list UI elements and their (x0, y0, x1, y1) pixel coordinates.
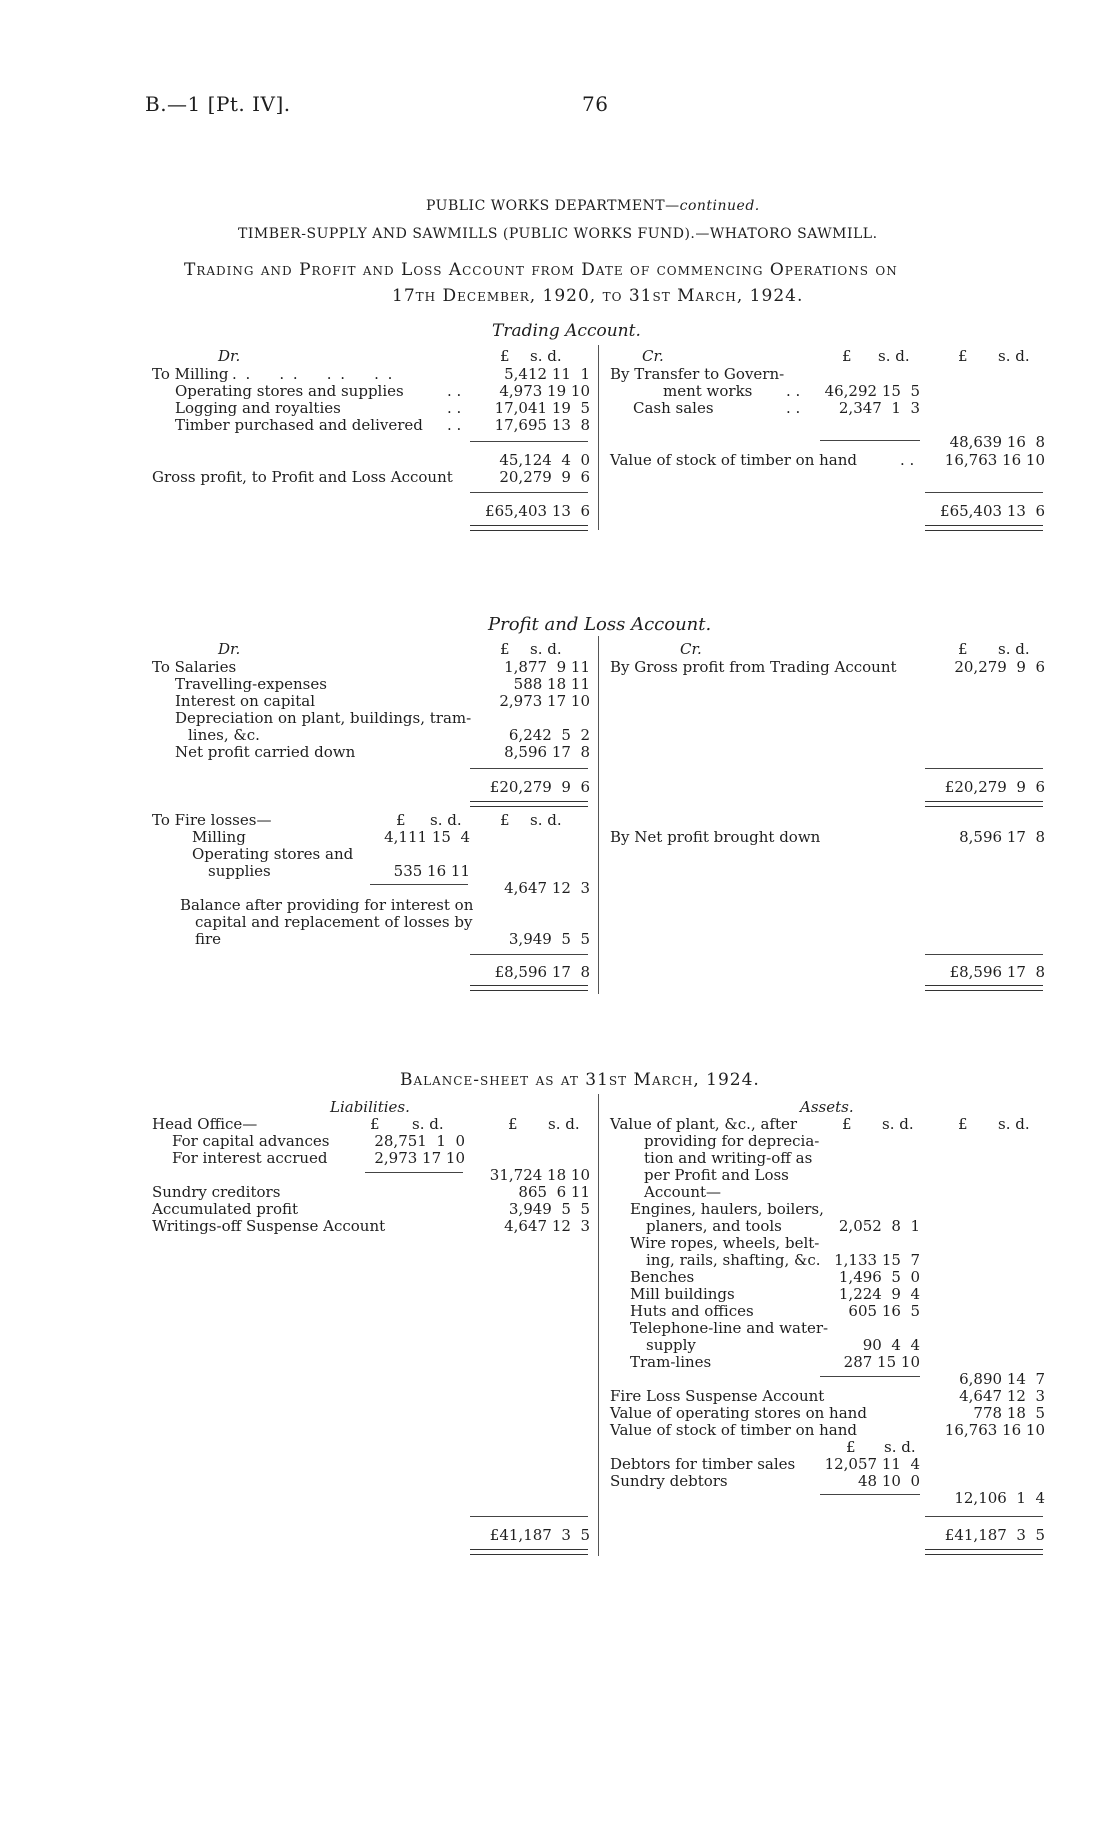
pl-row-value: 1,877 9 11 (504, 658, 590, 676)
debtors-sd-header: s. d. (884, 1438, 916, 1456)
pl-sd-header: s. d. (530, 640, 562, 658)
pl-row-label: Net profit carried down (175, 743, 356, 761)
pl-row-label: lines, &c. (188, 726, 260, 744)
pl-row-label: Travelling-expenses (175, 675, 327, 693)
plant-item-value: 90 4 4 (862, 1336, 920, 1354)
plant-item-label: Huts and offices (630, 1302, 754, 1320)
trading-cr-pound-header-2: £ (958, 347, 968, 365)
double-rule (470, 801, 588, 807)
plant-item-label: Telephone-line and water- (630, 1319, 829, 1337)
trading-cr-subtotal: 48,639 16 8 (949, 433, 1045, 451)
assets-sd-header-2: s. d. (998, 1115, 1030, 1133)
pl-row-label: Interest on capital (175, 692, 316, 710)
pl-row-label: Depreciation on plant, buildings, tram- (175, 709, 472, 727)
rule (925, 1516, 1043, 1517)
pl-total2-right: £8,596 17 8 (949, 963, 1045, 981)
interest-accrued-value: 2,973 17 10 (374, 1149, 465, 1167)
plant-value-label-cont: Account— (644, 1183, 722, 1201)
page-number: 76 (582, 92, 609, 116)
fire-sd-header-2: s. d. (530, 811, 562, 829)
by-gross-profit-value: 20,279 9 6 (954, 658, 1045, 676)
pl-row-value: 2,973 17 10 (499, 692, 590, 710)
trading-cr-label: Cr. (642, 347, 664, 365)
asset-row-label: Fire Loss Suspense Account (610, 1387, 825, 1405)
plant-item-label: Benches (630, 1268, 695, 1286)
capital-advances-label: For capital advances (172, 1132, 330, 1150)
leader-dots: . . (786, 382, 801, 400)
fire-operating-value: 535 16 11 (393, 862, 470, 880)
plant-item-label: Tram-lines (630, 1353, 712, 1371)
gross-profit-label: Gross profit, to Profit and Loss Account (152, 468, 453, 486)
leader-dots: . . (447, 416, 462, 434)
pl-total-left: £20,279 9 6 (489, 778, 590, 796)
plant-value-label-cont: providing for deprecia- (644, 1132, 820, 1150)
asset-row-label: Value of stock of timber on hand (610, 1421, 858, 1439)
balance-label-cont-2: fire (195, 930, 222, 948)
assets-total: £41,187 3 5 (944, 1526, 1045, 1544)
plant-value-label-cont: tion and writing-off as (644, 1149, 813, 1167)
department-title: PUBLIC WORKS DEPARTMENT—continued. (426, 198, 760, 214)
plant-item-value: 1,224 9 4 (838, 1285, 920, 1303)
liability-row-label: Writings-off Suspense Account (152, 1217, 386, 1235)
liability-row-value: 3,949 5 5 (508, 1200, 590, 1218)
plant-item-value: 605 16 5 (848, 1302, 920, 1320)
leader-dots: . . (786, 399, 801, 417)
sawmill-title: TIMBER-SUPPLY AND SAWMILLS (PUBLIC WORKS FUND).—WHATORO SAWMILL. (238, 226, 878, 242)
double-rule (470, 525, 588, 531)
plant-item-label: ing, rails, shafting, &c. (646, 1251, 821, 1269)
debtors-total-value: 12,106 1 4 (954, 1489, 1045, 1507)
debtors-timber-value: 12,057 11 4 (824, 1455, 920, 1473)
pl-total-right: £20,279 9 6 (944, 778, 1045, 796)
trading-row-label: Logging and royalties (175, 399, 341, 417)
asset-row-value: 16,763 16 10 (944, 1421, 1045, 1439)
rule (820, 1494, 920, 1495)
pl-pound-header: £ (500, 640, 510, 658)
by-net-profit-value: 8,596 17 8 (959, 828, 1045, 846)
sundry-debtors-value: 48 10 0 (857, 1472, 920, 1490)
double-rule (925, 985, 1043, 991)
plant-item-value: 287 15 10 (843, 1353, 920, 1371)
account-period: 17th December, 1920, to 31st March, 1924. (392, 286, 804, 306)
rule (925, 768, 1043, 769)
rule (470, 1516, 588, 1517)
trading-row-label: Operating stores and supplies (175, 382, 404, 400)
leader-dots: . . (447, 399, 462, 417)
debtors-timber-label: Debtors for timber sales (610, 1455, 796, 1473)
to-milling-label: To Milling (152, 365, 229, 383)
asset-row-value: 778 18 5 (973, 1404, 1045, 1422)
bs-pound-header: £ (370, 1115, 380, 1133)
liability-row-value: 4,647 12 3 (504, 1217, 590, 1235)
liabilities-total: £41,187 3 5 (489, 1526, 590, 1544)
plant-item-label: planers, and tools (646, 1217, 782, 1235)
head-office-label: Head Office— (152, 1115, 258, 1133)
rule (365, 1172, 463, 1173)
trading-dr-label: Dr. (218, 347, 241, 365)
trading-row-label: Timber purchased and delivered (175, 416, 423, 434)
pl-total2-left: £8,596 17 8 (494, 963, 590, 981)
trading-total-right: £65,403 13 6 (940, 502, 1045, 520)
liabilities-header: Liabilities. (330, 1098, 410, 1116)
plant-item-value: 1,133 15 7 (834, 1251, 920, 1269)
cash-sales-value: 2,347 1 3 (838, 399, 920, 417)
trading-row-value: 4,973 19 10 (499, 382, 590, 400)
pl-row-value: 8,596 17 8 (504, 743, 590, 761)
pl-cr-label: Cr. (680, 640, 702, 658)
trading-divider (598, 345, 599, 530)
rule (470, 492, 588, 493)
plant-item-label: supply (646, 1336, 696, 1354)
stock-label: Value of stock of timber on hand (610, 451, 858, 469)
pl-row-label: To Salaries (152, 658, 237, 676)
liability-row-label: Sundry creditors (152, 1183, 281, 1201)
by-gross-profit-label: By Gross profit from Trading Account (610, 658, 897, 676)
trading-cr-sd-header-2: s. d. (998, 347, 1030, 365)
pl-cr-sd-header: s. d. (998, 640, 1030, 658)
assets-pound-header-2: £ (958, 1115, 968, 1133)
by-net-profit-label: By Net profit brought down (610, 828, 821, 846)
leader-dots: . . (447, 382, 462, 400)
by-transfer-value: 46,292 15 5 (824, 382, 920, 400)
trading-total-left: £65,403 13 6 (485, 502, 590, 520)
double-rule (925, 525, 1043, 531)
plant-value-label: Value of plant, &c., after (610, 1115, 798, 1133)
liability-row-value: 865 6 11 (518, 1183, 590, 1201)
fire-sd-header: s. d. (430, 811, 462, 829)
fire-total-value: 4,647 12 3 (504, 879, 590, 897)
pl-row-value: 6,242 5 2 (508, 726, 590, 744)
trading-cr-sd-header: s. d. (878, 347, 910, 365)
bs-divider (598, 1094, 599, 1556)
double-rule (925, 1549, 1043, 1555)
balance-value: 3,949 5 5 (508, 930, 590, 948)
rule (370, 884, 468, 885)
plant-item-value: 2,052 8 1 (838, 1217, 920, 1235)
rule (820, 1376, 920, 1377)
trading-row-value: 17,695 13 8 (494, 416, 590, 434)
stock-value: 16,763 16 10 (944, 451, 1045, 469)
bs-pound-header-2: £ (508, 1115, 518, 1133)
double-rule (470, 1549, 588, 1555)
debtors-pound-header: £ (846, 1438, 856, 1456)
balance-sheet-title: Balance-sheet as at 31st March, 1924. (400, 1070, 760, 1090)
pl-divider (598, 636, 599, 994)
liability-row-label: Accumulated profit (152, 1200, 299, 1218)
trading-row-value: 17,041 19 5 (494, 399, 590, 417)
document-reference: B.—1 [Pt. IV]. (145, 92, 291, 116)
by-transfer-label-cont: ment works (663, 382, 753, 400)
trading-cr-pound-header: £ (842, 347, 852, 365)
leader-dots: . . . . . . . . (232, 365, 395, 383)
sundry-debtors-label: Sundry debtors (610, 1472, 728, 1490)
asset-row-label: Value of operating stores on hand (610, 1404, 867, 1422)
head-office-total: 31,724 18 10 (489, 1166, 590, 1184)
assets-sd-header: s. d. (882, 1115, 914, 1133)
plant-item-label: Engines, haulers, boilers, (630, 1200, 824, 1218)
fire-operating-label: Operating stores and (192, 845, 354, 863)
pl-cr-pound-header: £ (958, 640, 968, 658)
fire-milling-value: 4,111 15 4 (384, 828, 470, 846)
trading-pound-header: £ (500, 347, 510, 365)
fire-pound-header-2: £ (500, 811, 510, 829)
by-transfer-label: By Transfer to Govern- (610, 365, 785, 383)
trading-subtotal: 45,124 4 0 (499, 451, 590, 469)
rule (470, 441, 588, 442)
pl-account-title: Profit and Loss Account. (488, 614, 712, 635)
rule (925, 954, 1043, 955)
balance-label: Balance after providing for interest on (180, 896, 474, 914)
fire-operating-label-cont: supplies (208, 862, 271, 880)
bs-sd-header: s. d. (412, 1115, 444, 1133)
asset-row-value: 4,647 12 3 (959, 1387, 1045, 1405)
assets-header: Assets. (800, 1098, 854, 1116)
leader-dots: . . (900, 451, 915, 469)
balance-label-cont: capital and replacement of losses by (195, 913, 473, 931)
plant-item-value: 1,496 5 0 (838, 1268, 920, 1286)
rule (925, 492, 1043, 493)
bs-sd-header-2: s. d. (548, 1115, 580, 1133)
double-rule (470, 985, 588, 991)
trading-sd-header: s. d. (530, 347, 562, 365)
fire-milling-label: Milling (192, 828, 246, 846)
pl-dr-label: Dr. (218, 640, 241, 658)
account-title: Trading and Profit and Loss Account from Date of commencing Operations on (184, 260, 898, 280)
trading-account-title: Trading Account. (492, 321, 641, 341)
to-milling-value: 5,412 11 1 (504, 365, 590, 383)
pl-row-value: 588 18 11 (513, 675, 590, 693)
fire-pound-header: £ (396, 811, 406, 829)
rule (820, 440, 920, 441)
interest-accrued-label: For interest accrued (172, 1149, 328, 1167)
plant-item-label: Wire ropes, wheels, belt- (630, 1234, 820, 1252)
plant-value-label-cont: per Profit and Loss (644, 1166, 789, 1184)
rule (470, 954, 588, 955)
plant-item-label: Mill buildings (630, 1285, 735, 1303)
fire-losses-label: To Fire losses— (152, 811, 272, 829)
double-rule (925, 801, 1043, 807)
capital-advances-value: 28,751 1 0 (374, 1132, 465, 1150)
rule (470, 768, 588, 769)
plant-total-value: 6,890 14 7 (959, 1370, 1045, 1388)
gross-profit-value: 20,279 9 6 (499, 468, 590, 486)
assets-pound-header: £ (842, 1115, 852, 1133)
cash-sales-label: Cash sales (633, 399, 714, 417)
